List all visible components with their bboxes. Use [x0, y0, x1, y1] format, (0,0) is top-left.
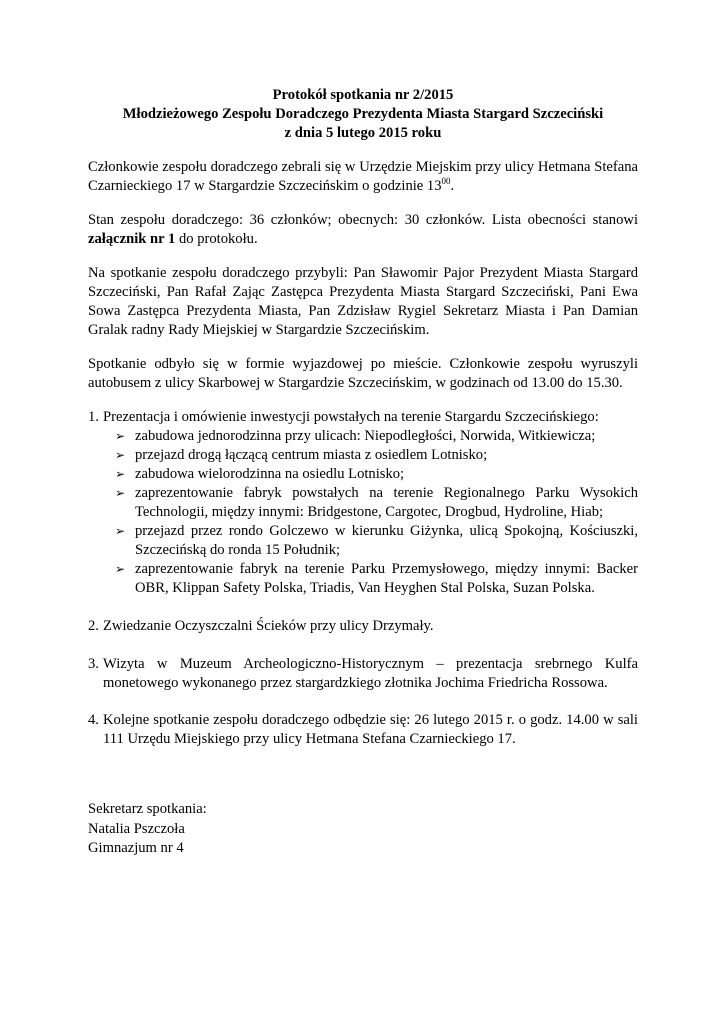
sub-list-item: ➢ zabudowa wielorodzinna na osiedlu Lotnisko; [115, 466, 405, 482]
title-line-1: Protokół spotkania nr 2/2015 [272, 87, 454, 103]
agenda-item [88, 655, 638, 693]
arrowhead-bullet-icon: ➢ [115, 448, 126, 462]
signature-role: Sekretarz spotkania: [88, 801, 207, 817]
item-text: Kolejne spotkanie zespołu doradczego odbędzie się: 26 lutego 2015 r. o godz. 14.00 w sali 111 Urzędu Miejskiego przy ulicy Hetmana Stefana Czarnieckiego 17. [103, 712, 638, 747]
item-text: Zwiedzanie Oczyszczalni Ścieków przy ulicy Drzymały. [103, 618, 434, 634]
item-text: Prezentacja i omówienie inwestycji powstałych na terenie Stargardu Szczecińskiego: [103, 409, 599, 425]
sub-list-item: ➢ zaprezentowanie fabryk na terenie Parku Przemysłowego, między innymi: Backer OBR, Klippan Safety Polska, Triadis, Van Heyghen Stal Polska, Suzan Polska. [115, 561, 638, 596]
document-page [88, 86, 638, 859]
agenda-item [88, 617, 638, 636]
arrowhead-bullet-icon: ➢ [115, 486, 126, 500]
sub-list-item: ➢ zaprezentowanie fabryk powstałych na terenie Regionalnego Parku Wysokich Technologii, między innymi: Bridgestone, Cargotec, Drogbud, Hydroline, Hiab; [115, 485, 638, 520]
agenda-list [88, 408, 638, 749]
paragraph-2-end: do protokołu. [175, 231, 258, 247]
item-number: 2. [88, 618, 99, 634]
signature-school: Gimnazjum nr 4 [88, 840, 184, 856]
sub-list-item: ➢ przejazd przez rondo Golczewo w kierunku Giżynka, ulicą Spokojną, Kościuszki, Szczecińską do ronda 15 Południk; [115, 523, 638, 558]
signature-name: Natalia Pszczoła [88, 820, 185, 837]
paragraph-attendance-place [88, 158, 638, 196]
sub-list-item: ➢ przejazd drogą łączącą centrum miasta z osiedlem Lotnisko; [115, 447, 488, 463]
arrowhead-bullet-icon: ➢ [115, 524, 126, 538]
item-number: 3. [88, 656, 99, 672]
item-number: 4. [88, 712, 99, 728]
arrowhead-bullet-icon: ➢ [115, 467, 126, 481]
agenda-item [88, 408, 638, 598]
item-number: 1. [88, 409, 99, 425]
item-text: Wizyta w Muzeum Archeologiczno-Historycznym – prezentacja srebrnego Kulfa monetowego wykonanego przez stargardzkiego złotnika Jochima Friedricha Rossowa. [103, 656, 638, 691]
title-line-3: z dnia 5 lutego 2015 roku [284, 125, 442, 141]
paragraph-trip: Spotkanie odbyło się w formie wyjazdowej po mieście. Członkowie zespołu wyruszyli autobusem z ulicy Skarbowej w Stargardzie Szczecińskim, w godzinach od 13.00 do 15.30. [88, 356, 638, 391]
attachment-reference: załącznik nr 1 [88, 231, 176, 247]
sub-list [103, 427, 638, 598]
paragraph-guests: Na spotkanie zespołu doradczego przybyli: Pan Sławomir Pajor Prezydent Miasta Stargard Szczeciński, Pan Rafał Zając Zastępca Prezydenta Miasta Stargard Szczeciński, Pani Ewa Sowa Zastępca Prezydenta Miasta, Pan Zdzisław Rygiel Sekretarz Miasta i Pan Damian Gralak radny Rady Miejskiej w Stargardzie Szczecińskim. [88, 265, 638, 338]
agenda-item [88, 711, 638, 749]
paragraph-1-text: Członkowie zespołu doradczego zebrali się w Urzędzie Miejskim przy ulicy Hetmana Stefana Czarnieckiego 17 w Stargardzie Szczecińskim o godzinie 13 [88, 159, 638, 194]
arrowhead-bullet-icon: ➢ [115, 562, 126, 576]
document-title [88, 86, 638, 143]
sub-list-item: ➢ zabudowa jednorodzinna przy ulicach: Niepodległości, Norwida, Witkiewicza; [115, 428, 596, 444]
paragraph-2-text: Stan zespołu doradczego: 36 członków; obecnych: 30 członków. Lista obecności stanowi [88, 212, 638, 228]
paragraph-1-end: . [450, 178, 455, 194]
time-superscript: 00 [441, 176, 451, 186]
paragraph-attendance-count [88, 211, 638, 249]
signature-block [88, 800, 638, 859]
arrowhead-bullet-icon: ➢ [115, 429, 126, 443]
title-line-2: Młodzieżowego Zespołu Doradczego Prezydenta Miasta Stargard Szczeciński [122, 106, 604, 122]
